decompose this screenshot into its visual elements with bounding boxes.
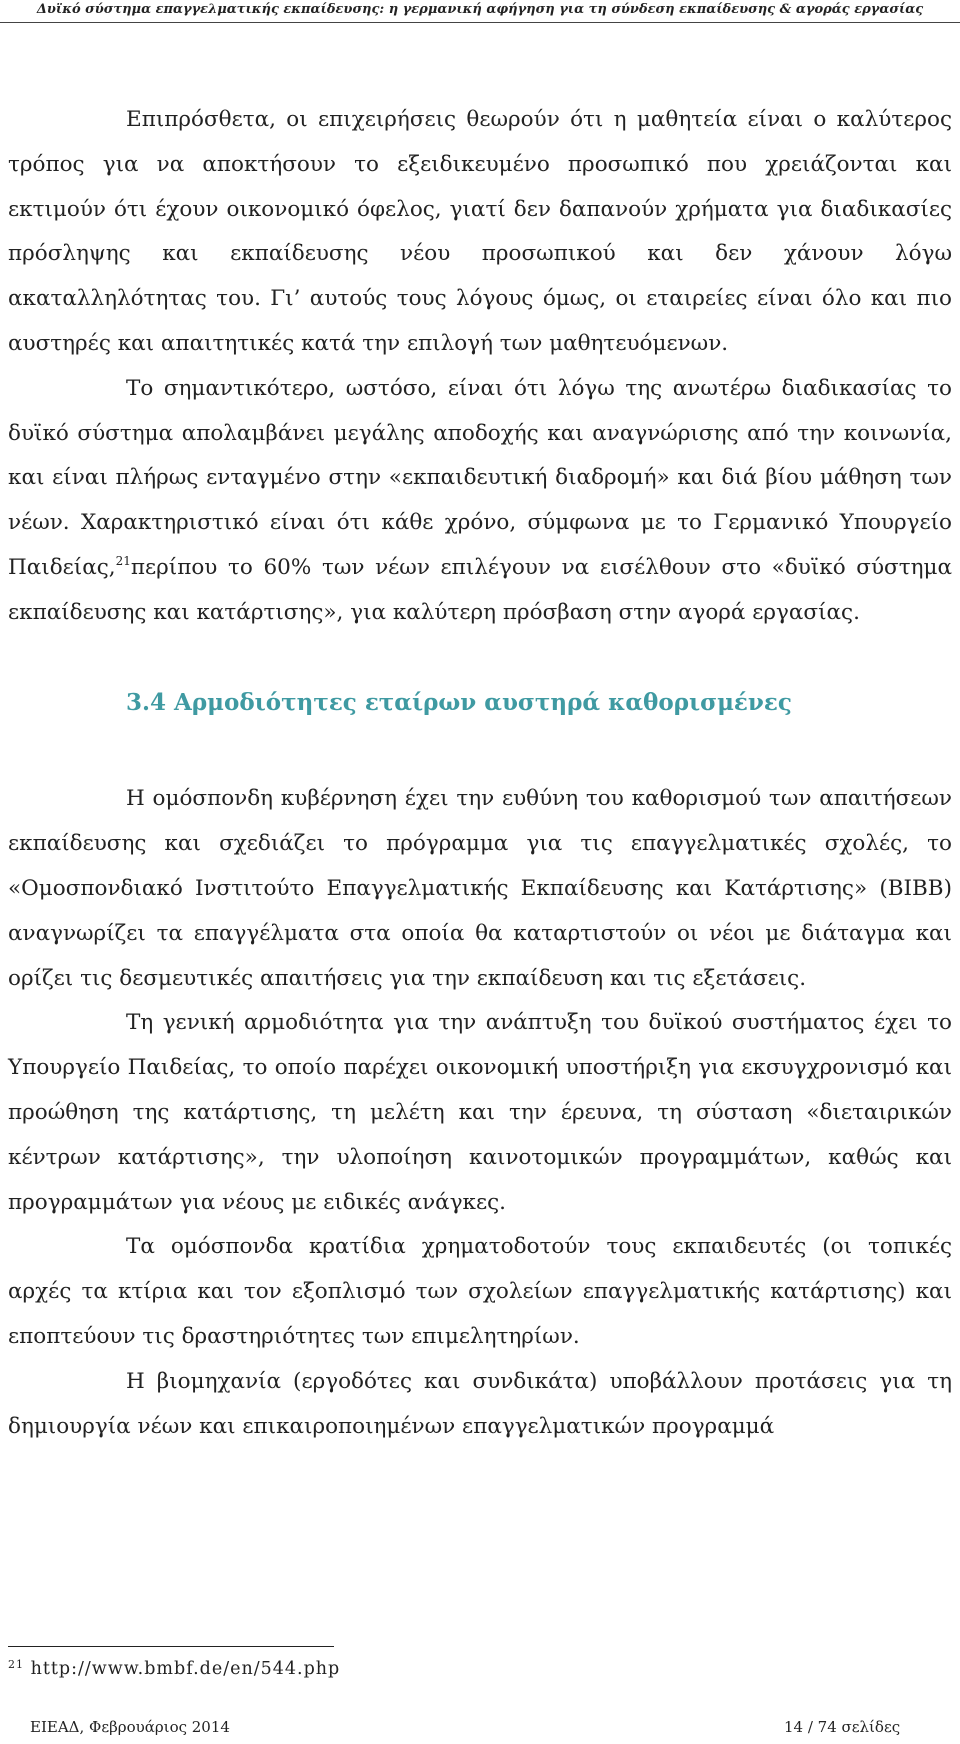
paragraph-6: Η βιομηχανία (εργοδότες και συνδικάτα) υποβάλλουν προτάσεις για τη δημιουργία νέων και επικαιροποιημένων επαγγελματικών προγραμμά [8,1368,952,1439]
footnote-reference[interactable]: 21 [115,553,131,568]
running-header: Δυϊκό σύστημα επαγγελματικής εκπαίδευσης: η γερμανική αφήγηση για τη σύνδεση εκπαίδευσης & αγοράς εργασίας [36,2,924,17]
header-divider [0,22,960,23]
paragraph-1: Επιπρόσθετα, οι επιχειρήσεις θεωρούν ότι η μαθητεία είναι ο καλύτερος τρόπος για να αποκτήσουν το εξειδικευμένο προσωπικό που χρειάζονται και εκτιμούν ότι έχουν οικονομικό όφελος, γιατί δεν δαπανούν χρήματα για διαδικασίες πρόσληψης και εκπαίδευσης νέου προσωπικού και δεν χάνουν λόγω ακαταλληλότητας του. Γι’ αυτούς τους λόγους όμως, οι εταιρείες είναι όλο και πιο αυστηρές και απαιτητικές κατά την επιλογή των μαθητευόμενων. [8,107,952,356]
paragraph-2-text-b: περίπου το 60% των νέων επιλέγουν να εισέλθουν στο «δυϊκό σύστημα εκπαίδευσης και κατάρτισης», για καλύτερη πρόσβαση στην αγορά εργασίας. [8,554,952,625]
footer-organization-date: ΕΙΕΑΔ, Φεβρουάριος 2014 [30,1718,230,1736]
document-body [8,98,952,1449]
paragraph-2-text-a: Το σημαντικότερο, ωστόσο, είναι ότι λόγω της ανωτέρω διαδικασίας το δυϊκό σύστημα απολαμβάνει μεγάλης αποδοχής και αναγνώρισης από την κοινωνία, και είναι πλήρως ενταγμένο στην «εκπαιδευτική διαδρομή» και διά βίου μάθηση των νέων. Χαρακτηριστικό είναι ότι κάθε χρόνο, σύμφωνα με το Γερμανικό Υπουργείο Παιδείας, [8,375,952,580]
footnote-divider [8,1646,334,1647]
footer-page-number: 14 / 74 σελίδες [784,1718,901,1736]
footnote-link[interactable]: http://www.bmbf.de/en/544.php [30,1659,341,1679]
paragraph-3: Η ομόσπονδη κυβέρνηση έχει την ευθύνη του καθορισμού των απαιτήσεων εκπαίδευσης και σχεδιάζει το πρόγραμμα για τις επαγγελματικές σχολές, το «Ομοσπονδιακό Ινστιτούτο Επαγγελματικής Εκπαίδευσης και Κατάρτισης» (BIBB) αναγνωρίζει τα επαγγέλματα στα οποία θα καταρτιστούν οι νέοι με διάταγμα και ορίζει τις δεσμευτικές απαιτήσεις για την εκπαίδευση και τις εξετάσεις. [8,786,952,991]
paragraph-5: Τα ομόσπονδα κρατίδια χρηματοδοτούν τους εκπαιδευτές (οι τοπικές αρχές τα κτίρια και τον εξοπλισμό των σχολείων επαγγελματικής κατάρτισης) και εποπτεύουν τις δραστηριότητες των επιμελητηρίων. [8,1234,952,1349]
paragraph-2 [8,367,952,636]
footnote [8,1659,340,1679]
footnote-number: 21 [8,1658,24,1671]
section-heading: 3.4 Αρμοδιότητες εταίρων αυστηρά καθορισμένες [126,688,792,716]
paragraph-4: Τη γενική αρμοδιότητα για την ανάπτυξη του δυϊκού συστήματος έχει το Υπουργείο Παιδείας, το οποίο παρέχει οικονομική υποστήριξη για εκσυγχρονισμό και προώθηση της κατάρτισης, τη μελέτη και την έρευνα, τη σύσταση «διεταιρικών κέντρων κατάρτισης», την υλοποίηση καινοτομικών προγραμμάτων, καθώς και προγραμμάτων για νέους με ειδικές ανάγκες. [8,1010,952,1215]
